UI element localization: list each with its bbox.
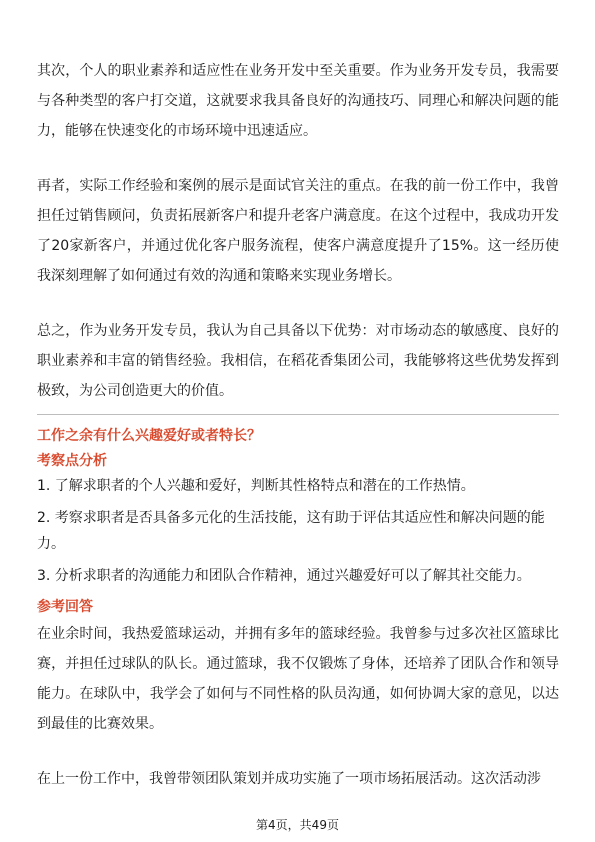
body-paragraph: 总之，作为业务开发专员，我认为自己具备以下优势：对市场动态的敏感度、良好的职业素养和丰富的销售经验。我相信，在稻花香集团公司，我能够将这些优势发挥到极致，为公司创造更大的价值。 xyxy=(37,323,559,399)
answer-label: 参考回答 xyxy=(37,599,93,615)
answer-paragraph: 在业余时间，我热爱篮球运动，并拥有多年的篮球经验。我曾参与过多次社区篮球比赛，并担任过球队的队长。通过篮球，我不仅锻炼了身体，还培养了团队合作和领导能力。在球队中，我学会了如何与不同性格的队员沟通，如何协调大家的意见，以达到最佳的比赛效果。 xyxy=(37,626,559,732)
analysis-label: 考察点分析 xyxy=(37,453,107,469)
document-page xyxy=(37,56,559,794)
list-item: 2. 考察求职者是否具备多元化的生活技能，这有助于评估其适应性和解决问题的能力。 xyxy=(37,510,545,552)
analysis-list xyxy=(37,473,559,589)
answer-paragraph: 在上一份工作中，我曾带领团队策划并成功实施了一项市场拓展活动。这次活动涉 xyxy=(37,771,541,787)
body-paragraph: 再者，实际工作经验和案例的展示是面试官关注的重点。在我的前一份工作中，我曾担任过销售顾问，负责拓展新客户和提升老客户满意度。在这个过程中，我成功开发了20家新客户，并通过优化客户服务流程，使客户满意度提升了15%。这一经历使我深刻理解了如何通过有效的沟通和策略来实现业务增长。 xyxy=(37,178,559,284)
question-heading: 工作之余有什么兴趣爱好或者特长？ xyxy=(37,428,261,444)
list-item: 1. 了解求职者的个人兴趣和爱好，判断其性格特点和潜在的工作热情。 xyxy=(37,478,475,494)
list-item: 3. 分析求职者的沟通能力和团队合作精神，通过兴趣爱好可以了解其社交能力。 xyxy=(37,568,531,584)
section-divider xyxy=(37,414,559,415)
page-footer: 第4页，共49页 xyxy=(256,818,339,832)
body-paragraph: 其次，个人的职业素养和适应性在业务开发中至关重要。作为业务开发专员，我需要与各种类型的客户打交道，这就要求我具备良好的沟通技巧、同理心和解决问题的能力，能够在快速变化的市场环境中迅速适应。 xyxy=(37,63,559,139)
